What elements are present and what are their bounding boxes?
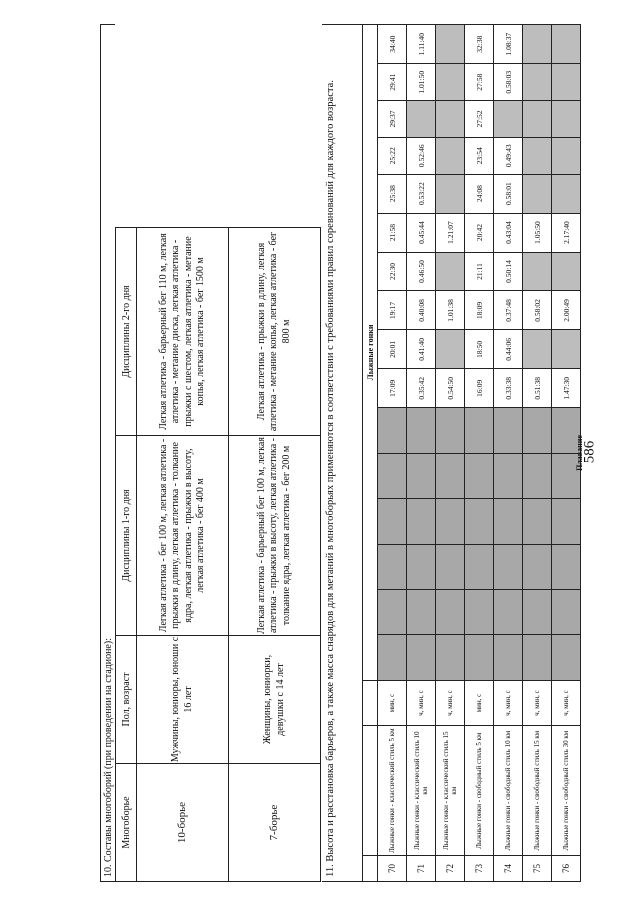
row-number: 74 [494,856,523,882]
value-cell: 0.45:44 [407,213,436,252]
value-cell: 20:42 [465,213,494,252]
value-cell [523,589,552,634]
value-cell [494,101,523,138]
event-day1: Легкая атлетика - барьерный бег 100 м, легкая атлетика - прыжки в высоту, легкая атлетика - толкание ядра, легкая атлетика - бег 200 м [229,436,321,636]
value-cell [407,589,436,634]
multi-event-row [229,24,321,882]
value-cell: 27:52 [465,101,494,138]
event-name: 7-борье [229,764,321,882]
value-cell: 1.11:40 [407,25,436,64]
value-cell: 0.52:46 [407,137,436,174]
blank-cell [363,856,378,882]
rotated-page-content [100,24,587,882]
value-cell: 0.58:02 [523,291,552,330]
value-cell [494,453,523,498]
value-cell [465,499,494,544]
value-cell: 19:17 [378,291,407,330]
value-cell: 0.51:38 [523,369,552,408]
value-cell [436,330,465,369]
value-cell [523,499,552,544]
value-cell: 1.05:50 [523,213,552,252]
multi-event-header-row [116,24,137,882]
header-multi-event: Многоборье [116,764,137,882]
value-cell [407,408,436,453]
value-cell: 18:09 [465,291,494,330]
value-cell [436,64,465,101]
value-cell [436,544,465,589]
blank-cell [137,24,229,228]
unit-cell: ч, мин, с [552,680,581,725]
value-cell: 25:38 [378,174,407,213]
value-cell [436,174,465,213]
unit-cell: ч, мин, с [436,680,465,725]
event-day2: Легкая атлетика - прыжки в длину, легкая атлетика - метание копья, легкая атлетика - бег 800 м [229,228,321,436]
ski-section-row [363,25,378,882]
unit-cell: ч, мин, с [494,680,523,725]
ski-table [362,24,581,882]
value-cell [436,252,465,291]
value-cell [523,101,552,138]
blank-cell [363,726,378,856]
value-cell [436,101,465,138]
value-cell [407,499,436,544]
value-cell [465,453,494,498]
value-cell [494,544,523,589]
multi-event-row [137,24,229,882]
value-cell [523,635,552,680]
value-cell [523,252,552,291]
value-cell [378,589,407,634]
value-cell: 22:30 [378,252,407,291]
event-group: Женщины, юниорки, девушки с 14 лет [229,636,321,764]
value-cell [407,453,436,498]
value-cell: 20:01 [378,330,407,369]
value-cell [436,137,465,174]
value-cell: 1.21:07 [436,213,465,252]
value-cell: 17:09 [378,369,407,408]
ski-rows [378,25,581,882]
unit-cell: мин, с [465,680,494,725]
value-cell: 25:22 [378,137,407,174]
value-cell: 0.37:48 [494,291,523,330]
discipline-name: Лыжные гонки - свободный стиль 15 км [523,726,552,856]
value-cell: 2.17:40 [552,213,581,252]
value-cell [523,544,552,589]
value-cell [407,635,436,680]
table-row [494,25,523,882]
value-cell: 0.54:50 [436,369,465,408]
value-cell: 0.53:22 [407,174,436,213]
value-cell: 0.46:50 [407,252,436,291]
value-cell: 24:08 [465,174,494,213]
header-sex-age: Пол, возраст [116,636,137,764]
value-cell [436,25,465,64]
value-cell: 27:58 [465,64,494,101]
row-number: 76 [552,856,581,882]
event-day2: Легкая атлетика - барьерный бег 110 м, легкая атлетика - метание диска, легкая атлетика - прыжки с шестом, легкая атлетика - метание копья, легкая атлетика - бег 1500 м [137,228,229,436]
ski-section-title: Лыжные гонки [363,25,378,681]
value-cell: 0.43:04 [494,213,523,252]
row-number: 73 [465,856,494,882]
value-cell: 0.58:01 [494,174,523,213]
value-cell: 0.44:06 [494,330,523,369]
header-day2: Дисциплины 2-го дня [116,228,137,436]
value-cell: 16:09 [465,369,494,408]
value-cell: 34:40 [378,25,407,64]
value-cell [378,544,407,589]
row-number: 70 [378,856,407,882]
row-number: 71 [407,856,436,882]
value-cell [465,635,494,680]
value-cell [378,635,407,680]
value-cell [494,408,523,453]
value-cell: 21:58 [378,213,407,252]
value-cell [494,499,523,544]
value-cell: 0.33:38 [494,369,523,408]
value-cell [465,408,494,453]
value-cell: 29:41 [378,64,407,101]
value-cell: 1.01:50 [407,64,436,101]
discipline-name: Лыжные гонки - свободный стиль 30 км [552,726,581,856]
value-cell: 23:54 [465,137,494,174]
value-cell: 0.58:03 [494,64,523,101]
value-cell [436,635,465,680]
value-cell [465,544,494,589]
value-cell: 0.40:08 [407,291,436,330]
value-cell [407,544,436,589]
value-cell [436,408,465,453]
event-day1: Легкая атлетика - бег 100 м, легкая атлетика - прыжки в длину, легкая атлетика - толкание ядра, легкая атлетика - прыжки в высоту, легкая атлетика - бег 400 м [137,436,229,636]
value-cell [378,408,407,453]
event-group: Мужчины, юниоры, юноши с 16 лет [137,636,229,764]
multi-event-table [100,24,321,882]
event-name: 10-борье [137,764,229,882]
row-number: 72 [436,856,465,882]
value-cell [523,330,552,369]
value-cell: 2.00:49 [552,291,581,330]
value-cell [523,174,552,213]
table-row [523,25,552,882]
row-number: 75 [523,856,552,882]
value-cell: 0.35:42 [407,369,436,408]
unit-cell: мин, с [378,680,407,725]
value-cell [523,453,552,498]
value-cell [494,635,523,680]
value-cell [523,25,552,64]
table-row [407,25,436,882]
value-cell [407,101,436,138]
discipline-name: Лыжные гонки - свободный стиль 10 км [494,726,523,856]
table-row [436,25,465,882]
value-cell [378,453,407,498]
value-cell [465,589,494,634]
value-cell: 0.50:14 [494,252,523,291]
multi-event-caption: 10. Составы многоборий (при проведении на стадионе): [100,24,115,882]
unit-cell: ч, мин, с [523,680,552,725]
value-cell: 1.08:37 [494,25,523,64]
value-cell: 32:38 [465,25,494,64]
value-cell: 1.47:30 [552,369,581,408]
blank-cell [229,24,321,228]
value-cell [523,64,552,101]
value-cell: 0.41:40 [407,330,436,369]
page-number: 586 [581,440,598,464]
blank-cell [116,24,137,228]
value-cell [436,453,465,498]
value-cell [436,589,465,634]
value-cell [378,499,407,544]
value-cell: 1.01:38 [436,291,465,330]
value-cell [494,589,523,634]
table-row [378,25,407,882]
discipline-name: Лыжные гонки - свободный стиль 5 км [465,726,494,856]
discipline-name: Лыжные гонки - классический стиль 5 км [378,726,407,856]
value-cell [523,408,552,453]
value-cell: 0.49:43 [494,137,523,174]
table-row [465,25,494,882]
value-cell: 29:37 [378,101,407,138]
note-paragraph: 11. Высота и расстановка барьеров, а также масса снарядов для метаний в многоборьях применяются в соответствии с требованиями правил соревнований для каждого возраста. [322,24,362,882]
discipline-name: Лыжные гонки - классический стиль 10 км [407,726,436,856]
unit-cell: ч, мин, с [407,680,436,725]
value-cell: 21:11 [465,252,494,291]
discipline-name: Лыжные гонки - классический стиль 15 км [436,726,465,856]
swimming-section-title: Плавание [575,435,584,471]
value-cell [523,137,552,174]
value-cell [436,499,465,544]
header-day1: Дисциплины 1-го дня [116,436,137,636]
blank-cell [363,680,378,725]
value-cell: 18:50 [465,330,494,369]
